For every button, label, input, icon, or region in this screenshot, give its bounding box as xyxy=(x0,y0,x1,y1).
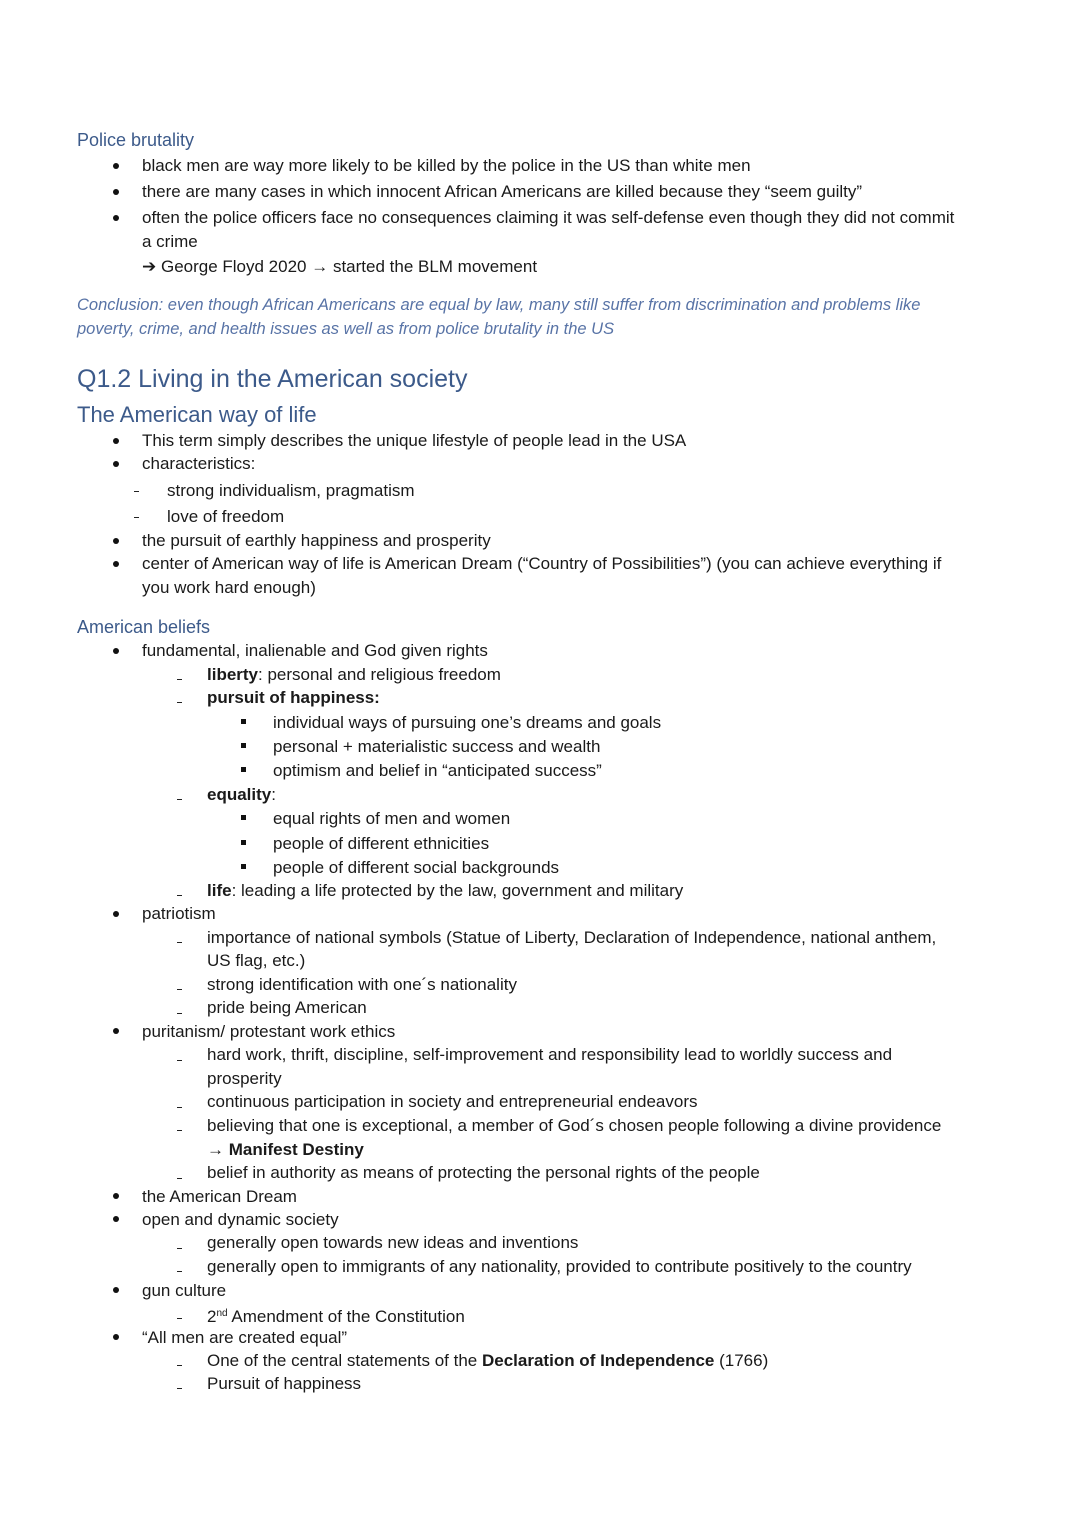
bullet-icon xyxy=(113,538,119,544)
term-equality: equality xyxy=(207,785,272,804)
term-liberty: liberty xyxy=(207,665,259,684)
sub-sub-list-item: individual ways of pursuing one’s dreams and goals xyxy=(273,713,662,732)
bullet-icon xyxy=(113,1287,119,1293)
dash-icon xyxy=(177,1060,182,1061)
sub-list-item: continuous participation in society and entrepreneurial endeavors xyxy=(207,1092,698,1111)
bullet-icon xyxy=(113,911,119,917)
sub-list-item: belief in authority as means of protecting the personal rights of the people xyxy=(207,1163,760,1182)
term-life: life xyxy=(207,881,232,900)
dash-icon xyxy=(177,1318,182,1319)
dash-icon xyxy=(177,799,182,800)
list-item: This term simply describes the unique lifestyle of people lead in the USA xyxy=(142,431,687,450)
sub-list-item-continuation xyxy=(207,1139,364,1161)
bullet-icon xyxy=(113,1334,119,1340)
dash-icon xyxy=(177,989,182,990)
section-heading-american-beliefs: American beliefs xyxy=(77,617,211,637)
dash-icon xyxy=(177,1271,182,1272)
sub-list-item xyxy=(207,784,276,806)
bullet-icon xyxy=(113,1216,119,1222)
bullet-icon xyxy=(113,1193,119,1199)
list-item-continuation: a crime xyxy=(142,232,198,251)
amendment-number: 2 xyxy=(207,1307,217,1326)
sub-sub-list-item: people of different social backgrounds xyxy=(273,858,560,877)
sub-list-item: strong identification with one´s nationality xyxy=(207,975,517,994)
list-item: the pursuit of earthly happiness and prosperity xyxy=(142,531,491,550)
dash-icon xyxy=(177,1013,182,1014)
arrow-icon: → xyxy=(207,1140,229,1159)
section-heading-police-brutality: Police brutality xyxy=(77,130,195,150)
dash-icon xyxy=(177,1130,182,1131)
dash-icon xyxy=(177,942,182,943)
conclusion-line: poverty, crime, and health issues as well as from police brutality in the US xyxy=(77,320,615,338)
dash-icon xyxy=(177,679,182,680)
list-item: open and dynamic society xyxy=(142,1210,339,1229)
list-item: black men are way more likely to be killed by the police in the US than white men xyxy=(142,156,751,175)
amendment-text: Amendment of the Constitution xyxy=(227,1307,465,1326)
term-declaration: Declaration of Independence xyxy=(482,1351,715,1370)
list-item: patriotism xyxy=(142,904,216,923)
term-manifest-destiny: Manifest Destiny xyxy=(228,1140,364,1159)
sub-list-item xyxy=(207,1350,768,1372)
list-item: characteristics: xyxy=(142,454,256,473)
square-bullet-icon xyxy=(241,864,246,869)
statement-pre: One of the central statements of the xyxy=(207,1351,482,1370)
sub-sub-list-item: optimism and belief in “anticipated success” xyxy=(273,761,602,780)
square-bullet-icon xyxy=(241,840,246,845)
sub-list-item: importance of national symbols (Statue of Liberty, Declaration of Independence, national anthem, xyxy=(207,928,937,947)
list-item: the American Dream xyxy=(142,1187,297,1206)
sub-list-item xyxy=(207,664,501,686)
sub-sub-list-item: personal + materialistic success and wealth xyxy=(273,737,601,756)
sub-sub-list-item: equal rights of men and women xyxy=(273,809,511,828)
sub-list-item-continuation: prosperity xyxy=(207,1069,282,1088)
amendment-suffix: nd xyxy=(216,1308,228,1319)
sub-list-item xyxy=(207,1303,465,1328)
bullet-icon xyxy=(113,189,119,195)
dash-icon xyxy=(177,895,182,896)
square-bullet-icon xyxy=(241,719,246,724)
dash-icon xyxy=(177,702,182,703)
square-bullet-icon xyxy=(241,743,246,748)
dash-icon xyxy=(177,1107,182,1108)
list-item-continuation: you work hard enough) xyxy=(142,578,316,597)
bullet-icon xyxy=(113,461,119,467)
sub-list-item: strong individualism, pragmatism xyxy=(167,481,415,500)
term-equality-colon: : xyxy=(271,785,276,804)
list-item: gun culture xyxy=(142,1281,227,1300)
section-heading-way-of-life: The American way of life xyxy=(77,402,317,427)
term-liberty-text: : personal and religious freedom xyxy=(258,665,501,684)
dash-icon xyxy=(177,1248,182,1249)
sub-list-item: Pursuit of happiness xyxy=(207,1374,362,1393)
dash-icon xyxy=(177,1388,182,1389)
sub-sub-list-item: people of different ethnicities xyxy=(273,834,490,853)
bullet-icon xyxy=(113,561,119,567)
sub-list-item: love of freedom xyxy=(167,507,285,526)
dash-icon xyxy=(177,1178,182,1179)
sub-list-item: pride being American xyxy=(207,998,367,1017)
dash-icon xyxy=(134,517,139,518)
sub-list-item: generally open to immigrants of any nationality, provided to contribute positively to the country xyxy=(207,1257,912,1276)
bullet-icon xyxy=(113,215,119,221)
list-item: often the police officers face no consequences claiming it was self-defense even though they did not commit xyxy=(142,208,955,227)
statement-post: (1766) xyxy=(714,1351,769,1370)
sub-list-item: hard work, thrift, discipline, self-improvement and responsibility lead to worldly success and xyxy=(207,1045,893,1064)
list-item: fundamental, inalienable and God given rights xyxy=(142,641,488,660)
page-title: Q1.2 Living in the American society xyxy=(77,365,468,393)
sub-list-item: believing that one is exceptional, a member of God´s chosen people following a divine providence xyxy=(207,1116,942,1135)
list-item: puritanism/ protestant work ethics xyxy=(142,1022,396,1041)
sub-list-item xyxy=(207,687,380,709)
sub-list-item-continuation: US flag, etc.) xyxy=(207,951,306,970)
list-item: “All men are created equal” xyxy=(142,1328,348,1347)
dash-icon xyxy=(134,491,139,492)
sub-list-item xyxy=(207,880,683,902)
bullet-icon xyxy=(113,438,119,444)
bullet-icon xyxy=(113,648,119,654)
dash-icon xyxy=(177,1365,182,1366)
arrow-note: ➔ George Floyd 2020 → started the BLM movement xyxy=(142,257,538,276)
bullet-icon xyxy=(113,163,119,169)
list-item: center of American way of life is American Dream (“Country of Possibilities”) (you can achieve everything if xyxy=(142,554,942,573)
list-item: there are many cases in which innocent African Americans are killed because they “seem guilty” xyxy=(142,182,863,201)
square-bullet-icon xyxy=(241,815,246,820)
sub-list-item: generally open towards new ideas and inventions xyxy=(207,1233,579,1252)
term-pursuit: pursuit of happiness: xyxy=(207,688,380,707)
term-life-text: : leading a life protected by the law, government and military xyxy=(231,881,684,900)
bullet-icon xyxy=(113,1028,119,1034)
square-bullet-icon xyxy=(241,767,246,772)
conclusion-line: Conclusion: even though African Americans are equal by law, many still suffer from discrimination and problems like xyxy=(77,296,921,314)
